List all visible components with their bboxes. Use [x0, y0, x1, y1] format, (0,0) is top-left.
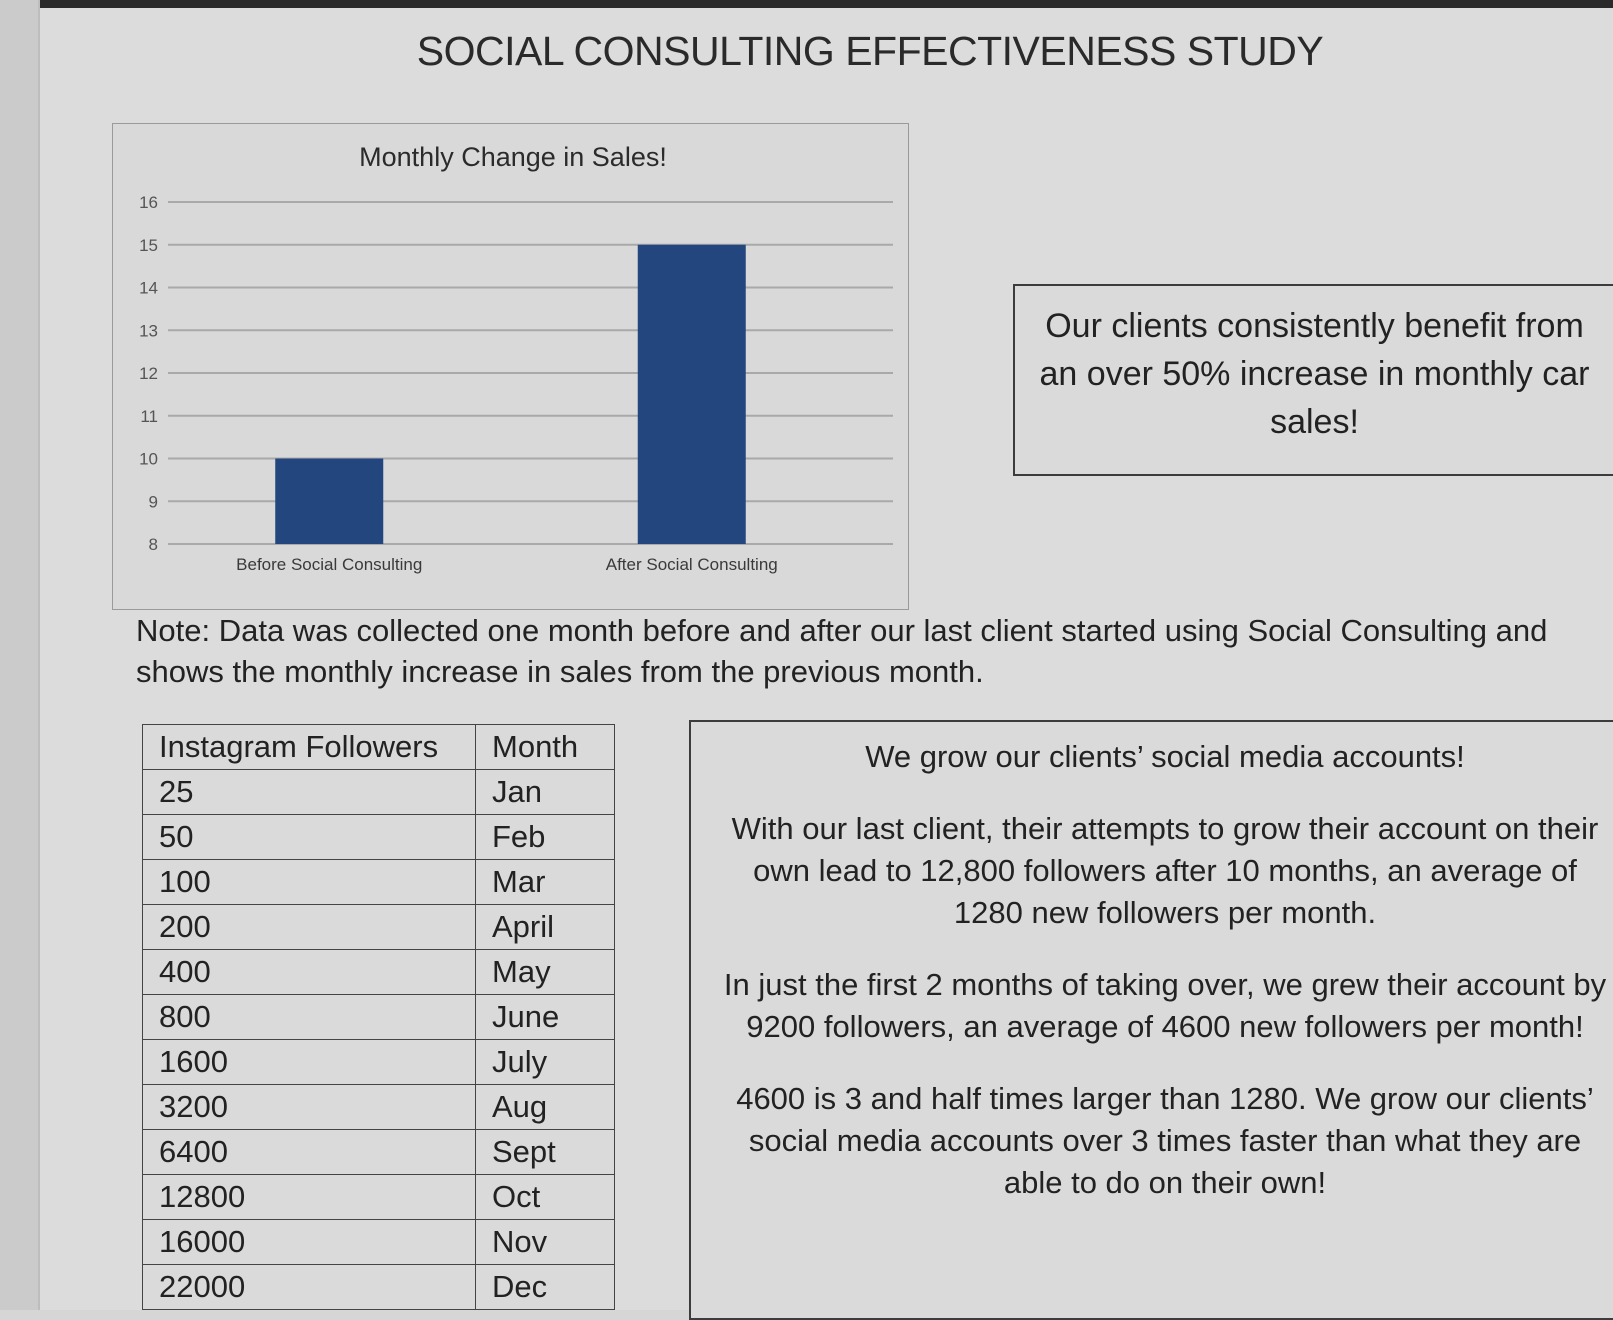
y-tick-label: 8: [148, 535, 158, 554]
y-tick-label: 12: [139, 364, 158, 383]
bar-chart: [112, 123, 909, 610]
followers-cell: 6400: [143, 1130, 476, 1175]
table-row: [143, 1265, 615, 1310]
bar: [638, 245, 746, 544]
social-callout-heading: We grow our clients’ social media accounts!: [865, 739, 1465, 774]
table-row: [143, 1085, 615, 1130]
month-cell: Jan: [476, 770, 615, 815]
followers-table: [142, 724, 615, 1310]
x-tick-label: After Social Consulting: [605, 555, 778, 574]
table-header-row: [143, 725, 615, 770]
table-row: [143, 1040, 615, 1085]
social-callout-paragraph-1: With our last client, their attempts to grow their account on their own lead to 12,800 followers after 10 months, an average of 1280 new followers per month.: [731, 811, 1599, 930]
y-tick-label: 10: [139, 449, 158, 469]
top-bar: [0, 0, 1613, 8]
month-cell: Feb: [476, 815, 615, 860]
y-tick-label: 9: [148, 492, 158, 512]
followers-cell: 800: [143, 995, 476, 1040]
month-cell: Sept: [476, 1130, 615, 1175]
followers-cell: 1600: [143, 1040, 476, 1085]
page-title: SOCIAL CONSULTING EFFECTIVENESS STUDY: [416, 28, 1324, 74]
month-cell: April: [476, 905, 615, 950]
table-row: [143, 1130, 615, 1175]
month-cell: Oct: [476, 1175, 615, 1220]
social-callout-paragraph-2: In just the first 2 months of taking over, we grew their account by 9200 followers, an average of 4600 new followers per month!: [723, 967, 1607, 1044]
y-tick-label: 14: [139, 278, 158, 298]
x-tick-label: Before Social Consulting: [236, 555, 423, 574]
followers-cell: 16000: [143, 1220, 476, 1265]
table-row: [143, 1220, 615, 1265]
bar-chart-svg: [113, 124, 908, 609]
table-row: [143, 995, 615, 1040]
y-tick-label: 11: [140, 406, 158, 426]
y-tick-label: 16: [139, 193, 158, 212]
sales-callout-box: [1013, 284, 1613, 476]
followers-cell: 25: [143, 770, 476, 815]
followers-cell: 22000: [143, 1265, 476, 1310]
bar: [275, 459, 383, 545]
chart-note: Note: Data was collected one month before and after our last client started using Social Consulting and shows the monthly increase in sales from the previous month.: [136, 613, 1548, 689]
table-row: [143, 1175, 615, 1220]
month-cell: July: [476, 1040, 615, 1085]
table-row: [143, 815, 615, 860]
month-cell: Nov: [476, 1220, 615, 1265]
y-tick-label: 15: [139, 235, 158, 255]
table-row: [143, 950, 615, 995]
document-page: [40, 8, 1613, 1310]
month-cell: May: [476, 950, 615, 995]
month-cell: Aug: [476, 1085, 615, 1130]
followers-cell: 12800: [143, 1175, 476, 1220]
chart-title: Monthly Change in Sales!: [359, 142, 667, 172]
sales-callout-text: Our clients consistently benefit from an over 50% increase in monthly car sales!: [1039, 307, 1590, 441]
table-row: [143, 770, 615, 815]
month-cell: Mar: [476, 860, 615, 905]
header-month: Month: [476, 725, 615, 770]
followers-cell: 50: [143, 815, 476, 860]
followers-cell: 400: [143, 950, 476, 995]
followers-cell: 100: [143, 860, 476, 905]
followers-table-wrap: [142, 724, 615, 1310]
followers-cell: 3200: [143, 1085, 476, 1130]
social-callout-paragraph-3: 4600 is 3 and half times larger than 1280. We grow our clients’ social media accounts over 3 times faster than what they are able to do on their own!: [736, 1081, 1594, 1200]
month-cell: Dec: [476, 1265, 615, 1310]
social-callout-box: [689, 720, 1613, 1320]
table-row: [143, 905, 615, 950]
left-margin: [0, 0, 40, 1310]
followers-cell: 200: [143, 905, 476, 950]
y-tick-label: 13: [139, 321, 158, 341]
table-row: [143, 860, 615, 905]
month-cell: June: [476, 995, 615, 1040]
header-instagram-followers: Instagram Followers: [143, 725, 476, 770]
